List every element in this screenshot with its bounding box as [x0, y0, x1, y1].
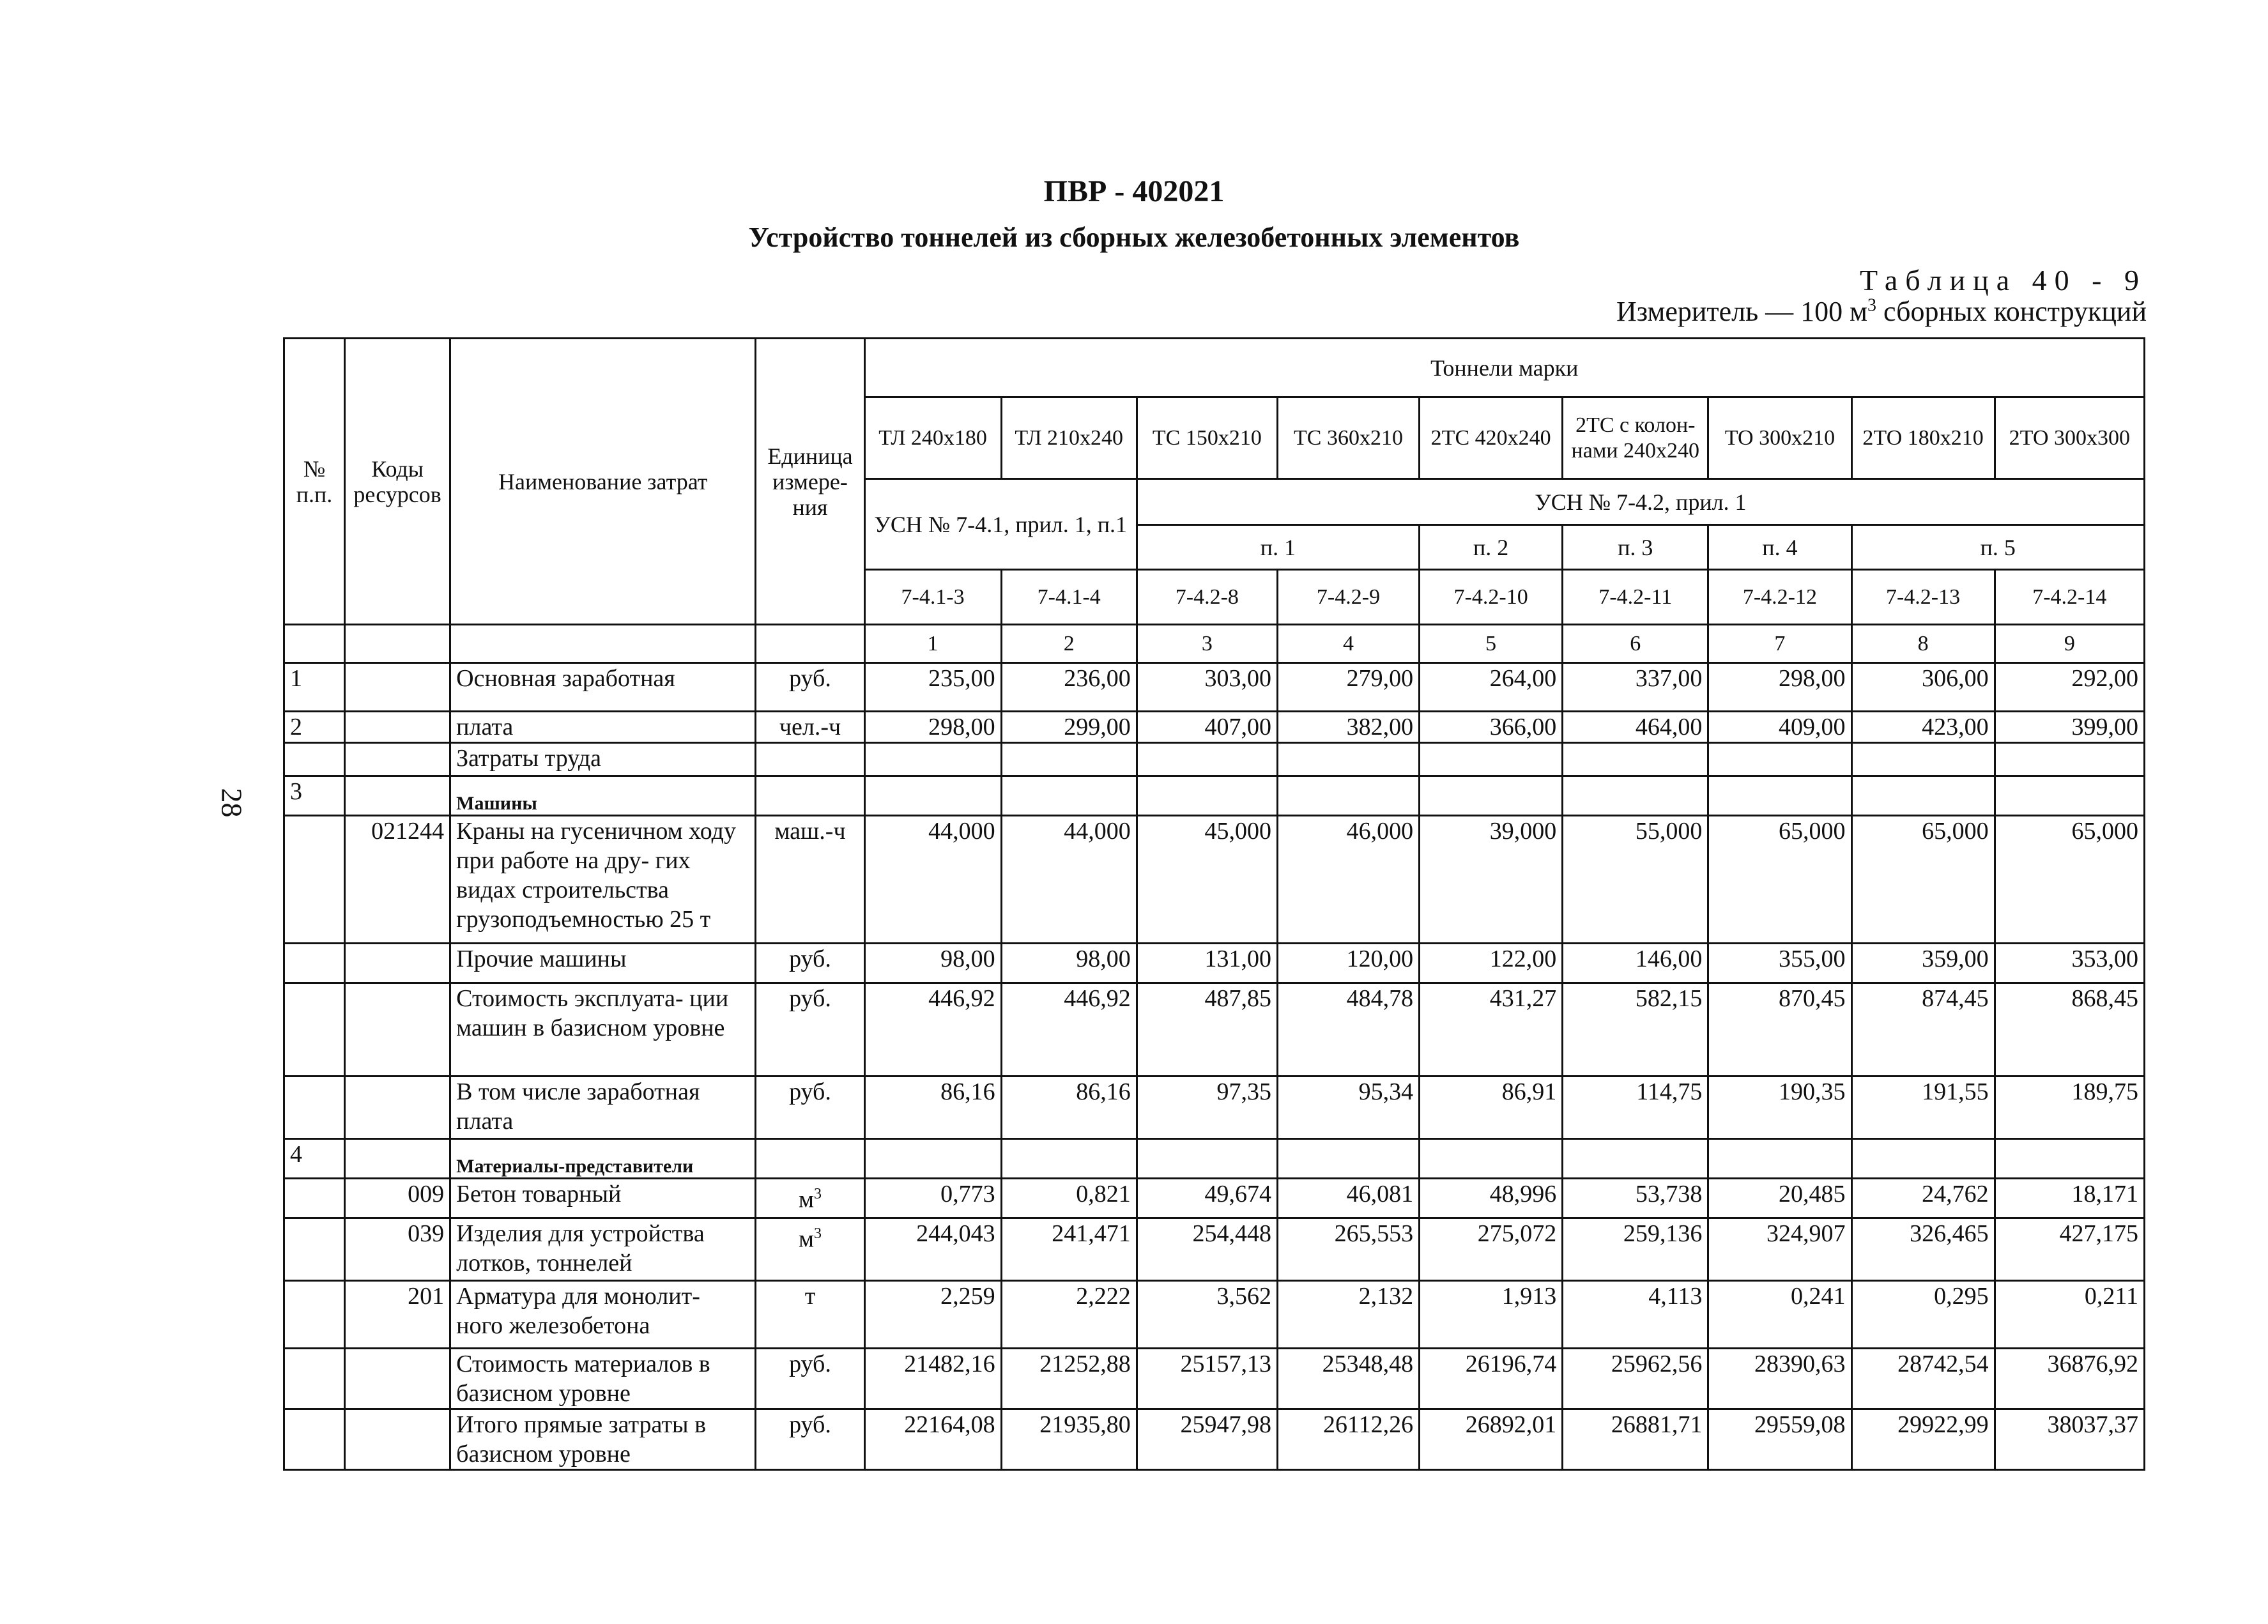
resource-code: 009 [345, 1179, 450, 1218]
cost-name: Изделия для устройства лотков, тоннелей [450, 1218, 756, 1281]
value-cell [1420, 743, 1563, 776]
cost-name: Основная заработная [450, 663, 756, 712]
unit-text: чел.-ч [779, 714, 841, 740]
value-cell [1137, 776, 1277, 816]
value-cell: 264,00 [1420, 663, 1563, 712]
header-column-index: 3 [1137, 625, 1277, 663]
header-column-index: 1 [864, 625, 1001, 663]
value-cell [1995, 743, 2144, 776]
cost-name: Итого прямые затраты в базисном уровне [450, 1409, 756, 1470]
value-cell: 0,211 [1995, 1281, 2144, 1349]
value-cell: 4,113 [1563, 1281, 1708, 1349]
header-norm-code: 7-4.2-8 [1137, 570, 1277, 625]
header-unit: Единица измере- ния [756, 339, 864, 625]
row-number [284, 944, 345, 983]
value-cell: 0,295 [1851, 1281, 1995, 1349]
value-cell: 25157,13 [1137, 1349, 1277, 1409]
unit [756, 1076, 864, 1139]
table-row [284, 1218, 2145, 1281]
value-cell: 2,222 [1001, 1281, 1137, 1349]
value-cell [1277, 776, 1419, 816]
unit-text: м [798, 1225, 815, 1253]
value-cell: 122,00 [1420, 944, 1563, 983]
value-cell [864, 776, 1001, 816]
value-cell: 95,34 [1277, 1076, 1419, 1139]
header-sub: п. 5 [1851, 525, 2145, 570]
header-column-index: 7 [1708, 625, 1851, 663]
header-sub: п. 1 [1137, 525, 1419, 570]
value-cell: 86,16 [864, 1076, 1001, 1139]
unit-text: руб. [789, 665, 831, 692]
value-cell: 2,132 [1277, 1281, 1419, 1349]
value-cell: 86,16 [1001, 1076, 1137, 1139]
unit [756, 1179, 864, 1218]
value-cell: 484,78 [1277, 983, 1419, 1076]
header-name: Наименование затрат [450, 339, 756, 625]
value-cell: 39,000 [1420, 816, 1563, 944]
value-cell: 20,485 [1708, 1179, 1851, 1218]
page-number: 28 [215, 788, 249, 818]
table-row [284, 743, 2145, 776]
row-number [284, 1218, 345, 1281]
cost-name: Прочие машины [450, 944, 756, 983]
value-cell: 254,448 [1137, 1218, 1277, 1281]
row-number: 3 [284, 776, 345, 816]
value-cell [1137, 1139, 1277, 1179]
header-group: Тоннели марки [864, 339, 2144, 397]
value-cell: 324,907 [1708, 1218, 1851, 1281]
table-row [284, 944, 2145, 983]
value-cell: 366,00 [1420, 712, 1563, 743]
unit [756, 944, 864, 983]
table-row [284, 816, 2145, 944]
value-cell: 120,00 [1277, 944, 1419, 983]
header-codes: Коды ресурсов [345, 339, 450, 625]
value-cell: 3,562 [1137, 1281, 1277, 1349]
table-row [284, 663, 2145, 712]
header-column-index: 4 [1277, 625, 1419, 663]
value-cell: 55,000 [1563, 816, 1708, 944]
value-cell: 423,00 [1851, 712, 1995, 743]
row-number [284, 1179, 345, 1218]
header-mark: ТО 300х210 [1708, 397, 1851, 479]
header-mark: ТС 360х210 [1277, 397, 1419, 479]
unit-text: маш.-ч [774, 818, 846, 845]
value-cell [1995, 776, 2144, 816]
cost-name: Затраты труда [450, 743, 756, 776]
value-cell: 1,913 [1420, 1281, 1563, 1349]
resource-table [283, 337, 2145, 1471]
value-cell: 65,000 [1708, 816, 1851, 944]
header-usn1: УСН № 7-4.1, прил. 1, п.1 [864, 479, 1137, 570]
value-cell: 44,000 [864, 816, 1001, 944]
cost-name: плата [450, 712, 756, 743]
value-cell [1563, 743, 1708, 776]
header-mark: 2ТО 180х210 [1851, 397, 1995, 479]
table-row [284, 1179, 2145, 1218]
value-cell: 86,91 [1420, 1076, 1563, 1139]
table-row [284, 1076, 2145, 1139]
value-cell: 299,00 [1001, 712, 1137, 743]
unit [756, 743, 864, 776]
value-cell: 487,85 [1137, 983, 1277, 1076]
value-cell: 446,92 [864, 983, 1001, 1076]
value-cell: 582,15 [1563, 983, 1708, 1076]
value-cell: 236,00 [1001, 663, 1137, 712]
value-cell: 98,00 [864, 944, 1001, 983]
resource-code [345, 1076, 450, 1139]
value-cell: 146,00 [1563, 944, 1708, 983]
unit [756, 1409, 864, 1470]
row-number [284, 1281, 345, 1349]
value-cell: 326,465 [1851, 1218, 1995, 1281]
value-cell: 18,171 [1995, 1179, 2144, 1218]
document-code: ПВР - 402021 [1043, 174, 1225, 208]
header-spacer [345, 625, 450, 663]
unit-text: руб. [789, 1411, 831, 1438]
resource-code [345, 663, 450, 712]
value-cell: 407,00 [1137, 712, 1277, 743]
value-cell [1851, 776, 1995, 816]
value-cell: 22164,08 [864, 1409, 1001, 1470]
value-cell: 427,175 [1995, 1218, 2144, 1281]
unit-text: руб. [789, 985, 831, 1012]
value-cell: 298,00 [864, 712, 1001, 743]
value-cell [1277, 743, 1419, 776]
value-cell: 24,762 [1851, 1179, 1995, 1218]
table-row [284, 1281, 2145, 1349]
measure-prefix: Измеритель — 100 м [1616, 296, 1868, 327]
value-cell: 0,821 [1001, 1179, 1137, 1218]
table-row [284, 776, 2145, 816]
row-number: 2 [284, 712, 345, 743]
value-cell: 25348,48 [1277, 1349, 1419, 1409]
value-cell: 337,00 [1563, 663, 1708, 712]
resource-code: 021244 [345, 816, 450, 944]
header-mark: ТС 150х210 [1137, 397, 1277, 479]
unit-text: руб. [789, 1351, 831, 1377]
table-row [284, 1349, 2145, 1409]
cost-name: Стоимость эксплуата- ции машин в базисном уровне [450, 983, 756, 1076]
value-cell: 259,136 [1563, 1218, 1708, 1281]
value-cell: 46,081 [1277, 1179, 1419, 1218]
value-cell: 131,00 [1137, 944, 1277, 983]
value-cell: 0,241 [1708, 1281, 1851, 1349]
unit-sup: 3 [814, 1225, 822, 1242]
resource-code: 201 [345, 1281, 450, 1349]
value-cell: 26892,01 [1420, 1409, 1563, 1470]
section-title: Машины [450, 776, 756, 816]
header-mark: ТЛ 240х180 [864, 397, 1001, 479]
value-cell: 241,471 [1001, 1218, 1137, 1281]
header-sub: п. 3 [1563, 525, 1708, 570]
cost-name: Бетон товарный [450, 1179, 756, 1218]
header-column-index: 2 [1001, 625, 1137, 663]
value-cell: 306,00 [1851, 663, 1995, 712]
table-row [284, 1409, 2145, 1470]
value-cell: 189,75 [1995, 1076, 2144, 1139]
value-cell: 353,00 [1995, 944, 2144, 983]
value-cell [1708, 776, 1851, 816]
value-cell: 25962,56 [1563, 1349, 1708, 1409]
value-cell: 25947,98 [1137, 1409, 1277, 1470]
value-cell: 464,00 [1563, 712, 1708, 743]
unit [756, 712, 864, 743]
unit [756, 663, 864, 712]
value-cell: 0,773 [864, 1179, 1001, 1218]
value-cell [1708, 1139, 1851, 1179]
header-column-index: 6 [1563, 625, 1708, 663]
cost-name: В том числе заработная плата [450, 1076, 756, 1139]
unit [756, 816, 864, 944]
resource-code [345, 1139, 450, 1179]
unit [756, 1218, 864, 1281]
resource-code [345, 776, 450, 816]
value-cell: 359,00 [1851, 944, 1995, 983]
header-spacer [450, 625, 756, 663]
header-sub: п. 4 [1708, 525, 1851, 570]
value-cell: 44,000 [1001, 816, 1137, 944]
value-cell: 190,35 [1708, 1076, 1851, 1139]
measure-suffix: сборных конструкций [1876, 296, 2147, 327]
value-cell: 28390,63 [1708, 1349, 1851, 1409]
header-no: № п.п. [284, 339, 345, 625]
header-mark: 2ТС 420х240 [1420, 397, 1563, 479]
row-number [284, 816, 345, 944]
resource-code [345, 1409, 450, 1470]
table-caption: Таблица 40 - 9 [1859, 264, 2147, 296]
value-cell: 26112,26 [1277, 1409, 1419, 1470]
value-cell: 870,45 [1708, 983, 1851, 1076]
value-cell: 65,000 [1995, 816, 2144, 944]
value-cell [1420, 776, 1563, 816]
value-cell [1137, 743, 1277, 776]
header-mark: ТЛ 210х240 [1001, 397, 1137, 479]
value-cell: 98,00 [1001, 944, 1137, 983]
resource-code [345, 743, 450, 776]
value-cell: 279,00 [1277, 663, 1419, 712]
unit-text: руб. [789, 1078, 831, 1105]
header-norm-code: 7-4.2-13 [1851, 570, 1995, 625]
value-cell: 303,00 [1137, 663, 1277, 712]
value-cell [1277, 1139, 1419, 1179]
value-cell: 244,043 [864, 1218, 1001, 1281]
cost-name: Стоимость материалов в базисном уровне [450, 1349, 756, 1409]
unit [756, 983, 864, 1076]
value-cell: 49,674 [1137, 1179, 1277, 1218]
value-cell [1851, 743, 1995, 776]
row-number [284, 983, 345, 1076]
row-number [284, 1409, 345, 1470]
value-cell: 45,000 [1137, 816, 1277, 944]
measure-sup: 3 [1867, 295, 1877, 316]
table-row [284, 983, 2145, 1076]
resource-code [345, 1349, 450, 1409]
value-cell [1420, 1139, 1563, 1179]
header-column-index: 5 [1420, 625, 1563, 663]
value-cell: 355,00 [1708, 944, 1851, 983]
unit-text: т [804, 1283, 816, 1310]
unit [756, 1349, 864, 1409]
value-cell: 21935,80 [1001, 1409, 1137, 1470]
value-cell [1563, 1139, 1708, 1179]
header-spacer [756, 625, 864, 663]
value-cell [1563, 776, 1708, 816]
value-cell [1001, 1139, 1137, 1179]
value-cell: 29559,08 [1708, 1409, 1851, 1470]
row-number [284, 1076, 345, 1139]
table-row [284, 712, 2145, 743]
header-norm-code: 7-4.2-9 [1277, 570, 1419, 625]
header-norm-code: 7-4.2-10 [1420, 570, 1563, 625]
unit [756, 1139, 864, 1179]
row-number [284, 1349, 345, 1409]
value-cell: 874,45 [1851, 983, 1995, 1076]
cost-name: Арматура для монолит- ного железобетона [450, 1281, 756, 1349]
value-cell: 446,92 [1001, 983, 1137, 1076]
header-norm-code: 7-4.2-14 [1995, 570, 2144, 625]
value-cell: 868,45 [1995, 983, 2144, 1076]
header-sub: п. 2 [1420, 525, 1563, 570]
unit [756, 1281, 864, 1349]
row-number: 4 [284, 1139, 345, 1179]
value-cell: 275,072 [1420, 1218, 1563, 1281]
value-cell: 399,00 [1995, 712, 2144, 743]
value-cell: 38037,37 [1995, 1409, 2144, 1470]
resource-code: 039 [345, 1218, 450, 1281]
value-cell: 2,259 [864, 1281, 1001, 1349]
value-cell: 292,00 [1995, 663, 2144, 712]
table-row [284, 1139, 2145, 1179]
value-cell: 265,553 [1277, 1218, 1419, 1281]
value-cell: 48,996 [1420, 1179, 1563, 1218]
value-cell: 26196,74 [1420, 1349, 1563, 1409]
value-cell: 191,55 [1851, 1076, 1995, 1139]
measure-line [1616, 295, 2147, 328]
value-cell: 409,00 [1708, 712, 1851, 743]
value-cell [1001, 776, 1137, 816]
value-cell [1708, 743, 1851, 776]
value-cell [864, 743, 1001, 776]
document-title: Устройство тоннелей из сборных железобетонных элементов [748, 222, 1520, 253]
value-cell: 21252,88 [1001, 1349, 1137, 1409]
value-cell: 46,000 [1277, 816, 1419, 944]
resource-code [345, 712, 450, 743]
value-cell: 235,00 [864, 663, 1001, 712]
value-cell: 26881,71 [1563, 1409, 1708, 1470]
value-cell: 53,738 [1563, 1179, 1708, 1218]
value-cell: 431,27 [1420, 983, 1563, 1076]
value-cell: 65,000 [1851, 816, 1995, 944]
value-cell: 298,00 [1708, 663, 1851, 712]
value-cell: 36876,92 [1995, 1349, 2144, 1409]
section-title: Материалы-представители [450, 1139, 756, 1179]
cost-name: Краны на гусеничном ходу при работе на дру- гих видах строительства грузоподъемностью 25 т [450, 816, 756, 944]
header-usn2: УСН № 7-4.2, прил. 1 [1137, 479, 2144, 525]
unit [756, 776, 864, 816]
value-cell: 28742,54 [1851, 1349, 1995, 1409]
value-cell [864, 1139, 1001, 1179]
value-cell: 21482,16 [864, 1349, 1001, 1409]
row-number [284, 743, 345, 776]
unit-sup: 3 [814, 1186, 822, 1202]
header-norm-code: 7-4.2-11 [1563, 570, 1708, 625]
value-cell: 114,75 [1563, 1076, 1708, 1139]
row-number: 1 [284, 663, 345, 712]
value-cell [1995, 1139, 2144, 1179]
value-cell: 29922,99 [1851, 1409, 1995, 1470]
unit-text: м [798, 1186, 815, 1213]
value-cell: 382,00 [1277, 712, 1419, 743]
value-cell [1851, 1139, 1995, 1179]
resource-code [345, 944, 450, 983]
header-mark: 2ТО 300х300 [1995, 397, 2144, 479]
header-norm-code: 7-4.1-4 [1001, 570, 1137, 625]
header-norm-code: 7-4.1-3 [864, 570, 1001, 625]
header-norm-code: 7-4.2-12 [1708, 570, 1851, 625]
header-spacer [284, 625, 345, 663]
header-column-index: 9 [1995, 625, 2144, 663]
unit-text: руб. [789, 946, 831, 972]
value-cell: 97,35 [1137, 1076, 1277, 1139]
value-cell [1001, 743, 1137, 776]
resource-code [345, 983, 450, 1076]
header-column-index: 8 [1851, 625, 1995, 663]
header-mark: 2ТС с колон- нами 240х240 [1563, 397, 1708, 479]
